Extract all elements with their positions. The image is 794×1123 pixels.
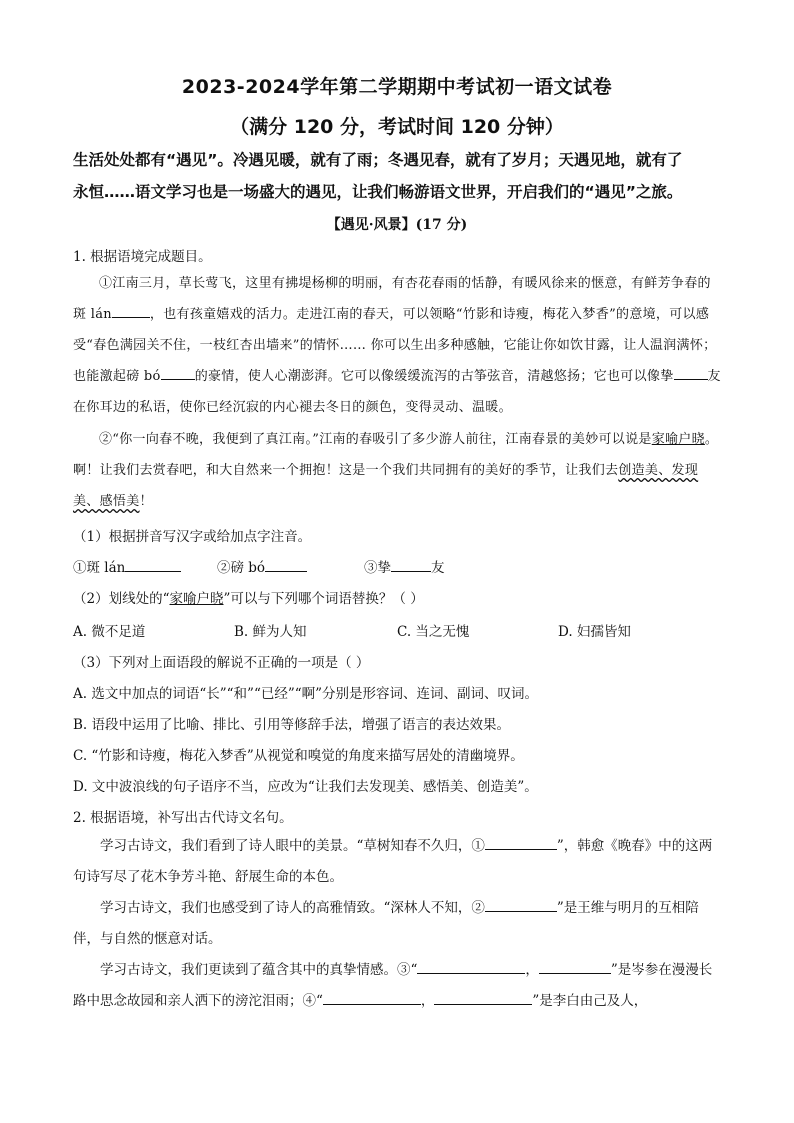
q2-paragraph-3 xyxy=(73,955,721,1017)
q1-passage-1-d: 友在你耳边的私语，使你已经沉寂的内心褪去冬日的颜色，变得灵动、温暖。 xyxy=(73,369,721,415)
q2-p1-b: ”，韩愈《晚春》中的这两句诗写尽了花木争芳斗艳、舒展生命的本色。 xyxy=(73,838,713,885)
q1-passage-2 xyxy=(73,424,721,517)
q1-sub3-option-d[interactable]: D. 文中波浪线的句子语序不当，应改为“让我们去发现美、感悟美、创造美”。 xyxy=(73,779,538,795)
blank-bo[interactable] xyxy=(161,365,195,380)
fill-3 xyxy=(364,556,445,576)
q1-passage-1-b: ，也有孩童嬉戏的活力。走进江南的春天，可以领略“竹影和诗瘦，梅花入梦香”的意境，可以感受“春色满园关不住，一枝红杏出墙来”的情怀…… 你可以生出多种感触，它能让你如饮甘露，让人温润满怀；也能激起磅 bó xyxy=(73,307,717,384)
q2-p2-b: ”是王维与明月的互相陪伴，与自然的惬意对话。 xyxy=(73,900,699,947)
intro-line-1: 生活处处都有“遇见”。冷遇见暖，就有了雨；冬遇见春，就有了岁月；天遇见地，就有了 xyxy=(73,151,683,169)
q2-p2-a: 学习古诗文，我们也感受到了诗人的高雅情致。“深林人不知，② xyxy=(100,900,485,916)
fill-3-label: ③挚 xyxy=(364,560,391,576)
fill-row xyxy=(73,556,181,576)
q2-p3-a: 学习古诗文，我们更读到了蕴含其中的真挚情感。③“ xyxy=(100,962,418,978)
q1-passage-1-a: ①江南三月，草长莺飞，这里有拂堤杨柳的明丽，有杏花春雨的恬静，有暖风徐来的惬意，有鲜芳争春的斑 lán xyxy=(73,276,711,322)
fill-1-label: ①斑 lán xyxy=(73,560,126,576)
q1-sub3-option-c[interactable]: C. “竹影和诗瘦，梅花入梦香”从视觉和嗅觉的角度来描写居处的清幽境界。 xyxy=(73,748,524,764)
q2-blank-3a[interactable] xyxy=(417,959,525,974)
underlined-phrase: 家喻户晓 xyxy=(651,432,705,447)
q1-passage-2-b: 。啊！让我们去赏春吧，和大自然来一个拥抱！这是一个我们共同拥有的美好的季节，让我们去 xyxy=(73,432,719,478)
q2-p3-b: ”是岑参在漫漫长路中思念故园和亲人洒下的滂沱泪雨；④“ xyxy=(73,962,713,1009)
q2-blank-4b[interactable] xyxy=(434,990,532,1005)
fill-2-label: ②磅 bó xyxy=(217,560,266,576)
q1-sub3-option-b[interactable]: B. 语段中运用了比喻、排比、引用等修辞手法，增强了语言的表达效果。 xyxy=(73,717,511,733)
page-title: 2023-2024学年第二学期期中考试初一语文试卷 xyxy=(181,76,613,98)
q2-paragraph-1 xyxy=(73,831,721,893)
q1-sub2-option-d[interactable]: D. 妇孺皆知 xyxy=(558,624,631,640)
q1-sub3: （3）下列对上面语段的解说不正确的一项是（ ） xyxy=(73,655,370,671)
wavy-phrase: 创造美、发现美、感悟美 xyxy=(73,463,699,509)
fill-1-blank[interactable] xyxy=(125,557,181,572)
page-subtitle: （满分 120 分，考试时间 120 分钟） xyxy=(230,116,564,138)
intro-line-2: 永恒……语文学习也是一场盛大的遇见，让我们畅游语文世界，开启我们的“遇见”之旅。 xyxy=(73,183,683,201)
q1-passage-1 xyxy=(73,268,721,423)
q1-sub2-b: ”可以与下列哪个词语替换？（ ） xyxy=(223,591,424,607)
q2-blank-3b[interactable] xyxy=(539,959,611,974)
q1-sub2-a: （2）划线处的“ xyxy=(73,591,170,607)
blank-zhi[interactable] xyxy=(674,365,708,380)
q2-paragraph-2 xyxy=(73,893,721,955)
q1-sub2 xyxy=(73,587,424,607)
q2-p3-comma: ， xyxy=(525,962,539,978)
fill-3-tail: 友 xyxy=(431,560,445,576)
q2-p3-c: ”是李白由己及人， xyxy=(532,993,648,1009)
q2-p3-comma2: ， xyxy=(420,993,435,1009)
blank-lan[interactable] xyxy=(112,303,150,318)
q2-p1-a: 学习古诗文，我们看到了诗人眼中的美景。“草树知春不久归，① xyxy=(100,838,485,854)
q1-sub1: （1）根据拼音写汉字或给加点字注音。 xyxy=(73,529,312,545)
q2-blank-2[interactable] xyxy=(485,897,557,912)
q1-passage-2-c: ！ xyxy=(139,494,153,509)
q2-blank-1[interactable] xyxy=(485,835,557,850)
fill-2-blank[interactable] xyxy=(265,557,307,572)
q1-sub3-option-a[interactable]: A. 选文中加点的词语“长”“和”“已经”“啊”分别是形容词、连词、副词、叹词。 xyxy=(73,686,539,702)
section-heading: 【遇见·风景】(17 分) xyxy=(326,217,468,233)
fill-3-blank[interactable] xyxy=(391,557,431,572)
q1-passage-1-c: 的豪情，使人心潮澎湃。它可以像缓缓流泻的古筝弦音，清越悠扬；它也可以像挚 xyxy=(194,369,674,384)
q1-sub2-option-a[interactable]: A. 微不足道 xyxy=(73,624,146,640)
q1-sub2-word: 家喻户晓 xyxy=(169,591,224,607)
q2-blank-4a[interactable] xyxy=(323,990,421,1005)
q1-sub2-option-b[interactable]: B. 鲜为人知 xyxy=(234,624,307,640)
q1-passage-2-a: ②“你一向春不晚，我便到了真江南。”江南的春吸引了多少游人前往，江南春景的美妙可以说是 xyxy=(99,432,652,447)
q1-sub2-option-c[interactable]: C. 当之无愧 xyxy=(397,624,470,640)
q2-stem: 2. 根据语境，补写出古代诗文名句。 xyxy=(73,810,293,826)
intro-paragraph xyxy=(73,144,721,208)
fill-2 xyxy=(217,556,307,576)
q1-stem: 1. 根据语境完成题目。 xyxy=(73,249,212,265)
